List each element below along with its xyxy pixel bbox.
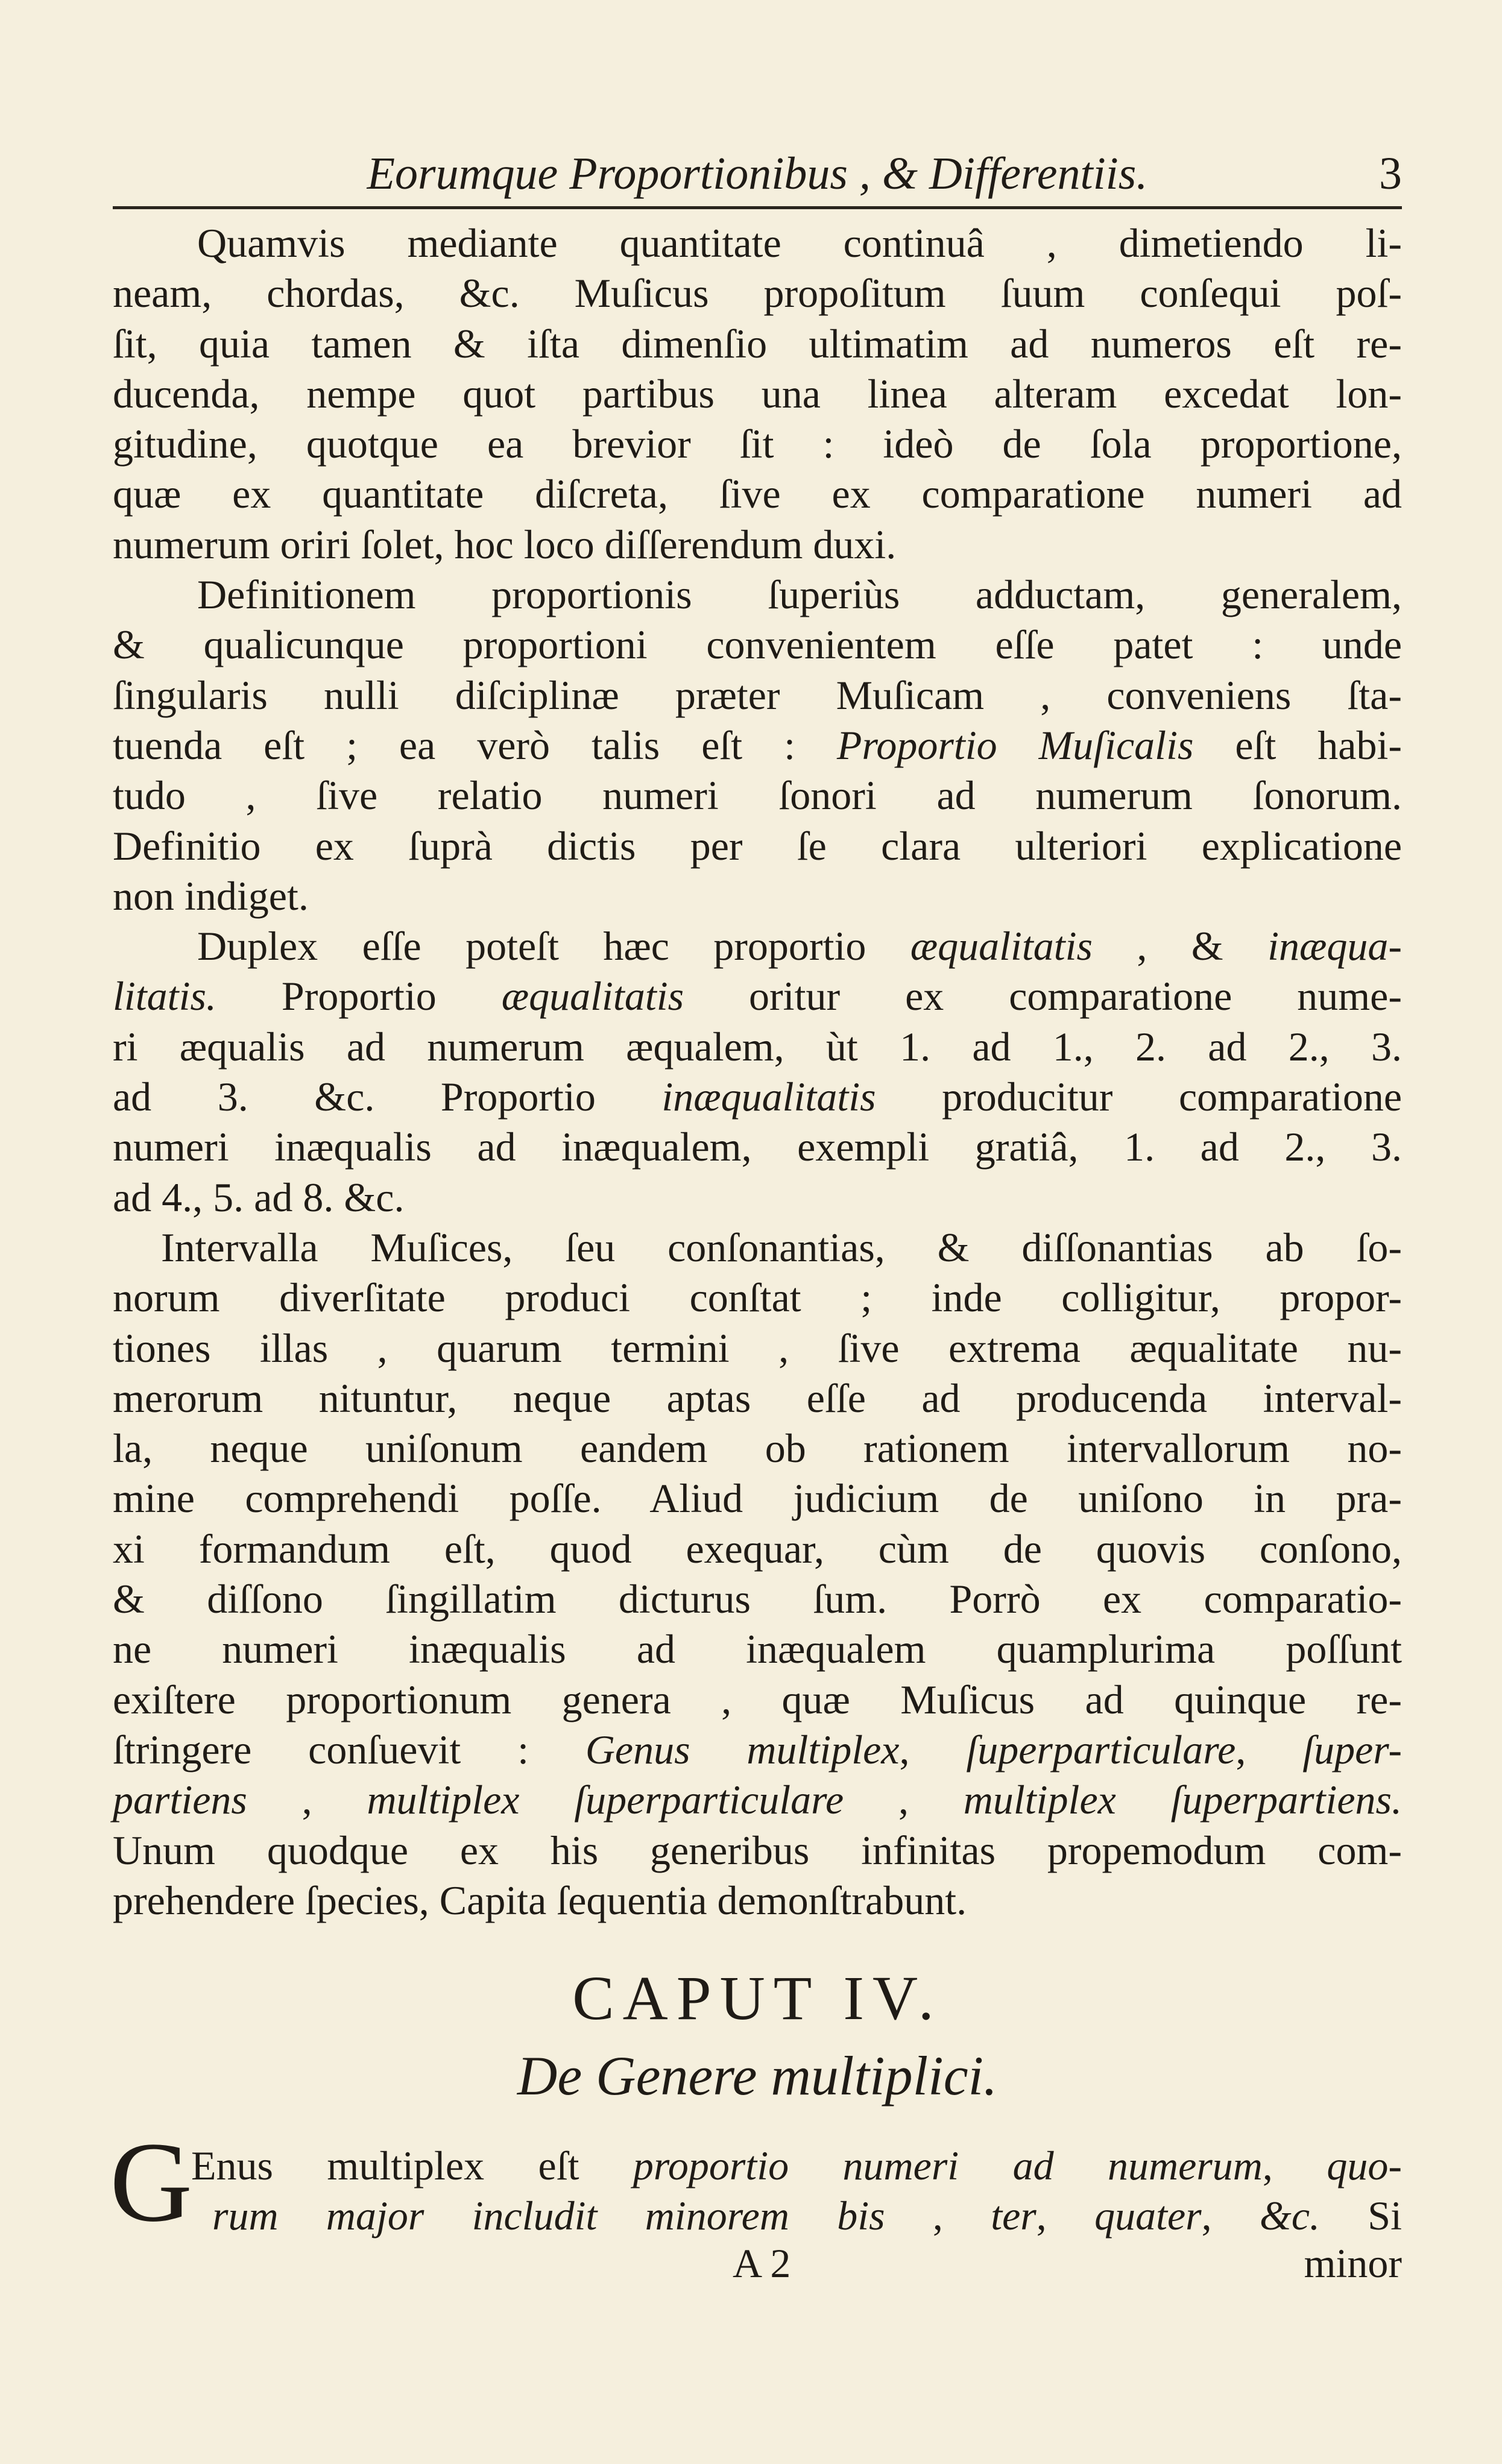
text-run: , — [844, 1777, 964, 1823]
header-rule — [113, 206, 1402, 209]
text-line — [113, 971, 1402, 1021]
text-run: eſt habi- — [1193, 722, 1402, 768]
text-line — [113, 1072, 1402, 1122]
text-run: mine comprehendi poſſe. Aliud judicium de uniſono in pra- — [113, 1475, 1402, 1522]
text-run: exiſtere proportionum genera , quæ Muſicus ad quinque re- — [113, 1676, 1402, 1722]
chapter-subheading: De Genere multiplici. — [517, 2045, 998, 2106]
text-run: prehendere ſpecies, Capita ſequentia demonſtrabunt. — [113, 1877, 967, 1923]
text-line — [113, 1826, 1402, 1876]
text-line — [113, 319, 1402, 369]
italic-text: inæqualitatis — [661, 1074, 876, 1120]
text-run: xi formandum eſt, quod exequar, cùm de quovis conſono, — [113, 1525, 1402, 1572]
text-line — [113, 1473, 1402, 1523]
catchword: minor — [1304, 2240, 1402, 2286]
text-line — [113, 1725, 1402, 1775]
italic-text: inæqua- — [1267, 923, 1402, 969]
text-line — [113, 1775, 1402, 1825]
text-line — [113, 1323, 1402, 1373]
text-line — [113, 419, 1402, 469]
text-run: Enus multiplex eſt — [191, 2143, 633, 2188]
text-run: tiones illas , quarum termini , ſive extrema æqualitate nu- — [113, 1325, 1402, 1371]
text-run: , — [247, 1777, 367, 1823]
text-run: & qualicunque proportioni convenientem eſſe patet : unde — [113, 622, 1402, 668]
text-run: ſtringere conſuevit : — [113, 1726, 585, 1772]
text-line — [113, 1624, 1402, 1674]
paragraph — [113, 570, 1402, 921]
text-run: , & — [1093, 923, 1268, 969]
text-run: la, neque uniſonum eandem ob rationem intervallorum no- — [113, 1425, 1402, 1472]
italic-text: Proportio Muſicalis — [836, 722, 1194, 768]
text-line — [113, 2191, 1402, 2241]
text-line — [113, 670, 1402, 720]
text-run: ri æqualis ad numerum æqualem, ùt 1. ad 1., 2. ad 2., 3. — [113, 1023, 1402, 1070]
text-line — [113, 720, 1402, 770]
text-line — [113, 821, 1402, 871]
italic-text: multiplex ſuperpartiens. — [963, 1777, 1402, 1823]
text-run: Proportio — [216, 973, 502, 1019]
text-line — [113, 871, 1402, 921]
text-run: neam, chordas, &c. Muſicus propoſitum ſuum conſequi poſ- — [113, 270, 1402, 317]
italic-text: litatis. — [113, 973, 216, 1019]
italic-text: &c. — [1259, 2193, 1320, 2239]
text-run: producitur comparatione — [876, 1074, 1402, 1120]
text-run: ad 4., 5. ad 8. &c. — [113, 1174, 405, 1220]
text-run: norum diverſitate produci conſtat ; inde colligitur, propor- — [113, 1275, 1402, 1321]
text-line — [113, 469, 1402, 519]
text-line — [113, 520, 1402, 570]
text-line — [113, 1876, 1402, 1926]
paragraph — [113, 921, 1402, 1223]
text-run: Unum quodque ex his generibus infinitas propemodum com- — [113, 1827, 1402, 1873]
text-run: , — [1201, 2193, 1260, 2239]
text-run: & diſſono ſingillatim dicturus ſum. Porrò ex comparatio- — [113, 1576, 1402, 1622]
chapter-paragraph — [113, 2141, 1402, 2242]
drop-cap: G — [110, 2119, 193, 2246]
signature-mark: A 2 — [733, 2240, 791, 2286]
text-run: gitudine, quotque ea brevior ſit : ideò de ſola proportione, — [113, 421, 1402, 467]
italic-text: quater — [1094, 2193, 1202, 2239]
text-run: ducenda, nempe quot partibus una linea alteram excedat lon- — [113, 370, 1402, 417]
text-line — [113, 369, 1402, 419]
text-line — [113, 218, 1402, 268]
text-line — [113, 1675, 1402, 1725]
text-line — [113, 1022, 1402, 1072]
text-run: numeri inæqualis ad inæqualem, exempli gratiâ, 1. ad 2., 3. — [113, 1124, 1402, 1170]
text-run: , — [1036, 2193, 1095, 2239]
text-line — [113, 2141, 1402, 2191]
italic-text: proportio numeri ad numerum — [633, 2143, 1263, 2188]
text-run: tuenda eſt ; ea verò talis eſt : — [113, 722, 837, 768]
text-run: Si — [1320, 2193, 1403, 2239]
chapter-heading: CAPUT IV. — [572, 1964, 942, 2033]
text-run: , — [1235, 1726, 1303, 1772]
text-run: merorum nituntur, neque aptas eſſe ad producenda interval- — [113, 1375, 1402, 1421]
text-line — [113, 1223, 1402, 1273]
text-line — [113, 1173, 1402, 1223]
italic-text: ſuper- — [1302, 1726, 1403, 1772]
italic-text: ter — [991, 2193, 1037, 2239]
text-run: tudo , ſive relatio numeri ſonori ad numerum ſonorum. — [113, 772, 1402, 819]
text-run: , — [1262, 2143, 1327, 2188]
italic-text: æqualitatis — [910, 923, 1093, 969]
text-run: Quamvis mediante quantitate continuâ , dimetiendo li- — [197, 220, 1402, 266]
text-line — [113, 620, 1402, 670]
italic-text: multiplex ſuperparticulare — [367, 1777, 844, 1823]
text-line — [113, 1524, 1402, 1574]
text-line — [113, 1373, 1402, 1423]
italic-text: ſuperparticulare — [966, 1726, 1236, 1772]
text-run: Definitionem proportionis ſuperiùs adductam, generalem, — [197, 572, 1402, 618]
text-run: Definitio ex ſuprà dictis per ſe clara ulteriori explicatione — [113, 822, 1402, 869]
text-run: non indiget. — [113, 872, 309, 919]
text-run: oritur ex comparatione nume- — [684, 973, 1402, 1019]
italic-text: æqualitatis — [501, 973, 684, 1019]
italic-text: rum major includit minorem bis — [212, 2193, 885, 2239]
text-run: ſingularis nulli diſciplinæ præter Muſicam , conveniens ſta- — [113, 672, 1402, 718]
body-text — [113, 218, 1402, 1926]
running-head — [113, 142, 1402, 208]
text-run: Intervalla Muſices, ſeu conſonantias, & diſſonantias ab ſo- — [161, 1224, 1402, 1270]
text-line — [113, 770, 1402, 821]
text-line — [113, 1574, 1402, 1624]
italic-text: Genus multiplex — [585, 1726, 900, 1772]
running-title: Eorumque Proportionibus , & Differentiis. — [367, 148, 1148, 199]
italic-text: quo- — [1327, 2143, 1402, 2188]
text-run: , — [899, 1726, 967, 1772]
paragraph — [113, 1223, 1402, 1926]
text-line — [113, 570, 1402, 620]
text-run: numerum oriri ſolet, hoc loco diſſerendum duxi. — [113, 521, 897, 567]
text-run: ne numeri inæqualis ad inæqualem quamplurima poſſunt — [113, 1626, 1402, 1672]
text-run: quæ ex quantitate diſcreta, ſive ex comparatione numeri ad — [113, 471, 1402, 517]
text-line — [113, 268, 1402, 318]
text-run: ad 3. &c. Proportio — [113, 1074, 662, 1120]
text-run: ſit, quia tamen & iſta dimenſio ultimatim ad numeros eſt re- — [113, 320, 1402, 367]
paragraph — [113, 218, 1402, 570]
italic-text: partiens — [113, 1777, 247, 1823]
text-line — [113, 1273, 1402, 1323]
page-number: 3 — [1379, 148, 1402, 199]
text-line — [113, 1423, 1402, 1473]
text-line — [113, 1122, 1402, 1172]
text-run: Duplex eſſe poteſt hæc proportio — [197, 923, 910, 969]
text-line — [113, 921, 1402, 971]
text-run: , — [885, 2193, 991, 2239]
